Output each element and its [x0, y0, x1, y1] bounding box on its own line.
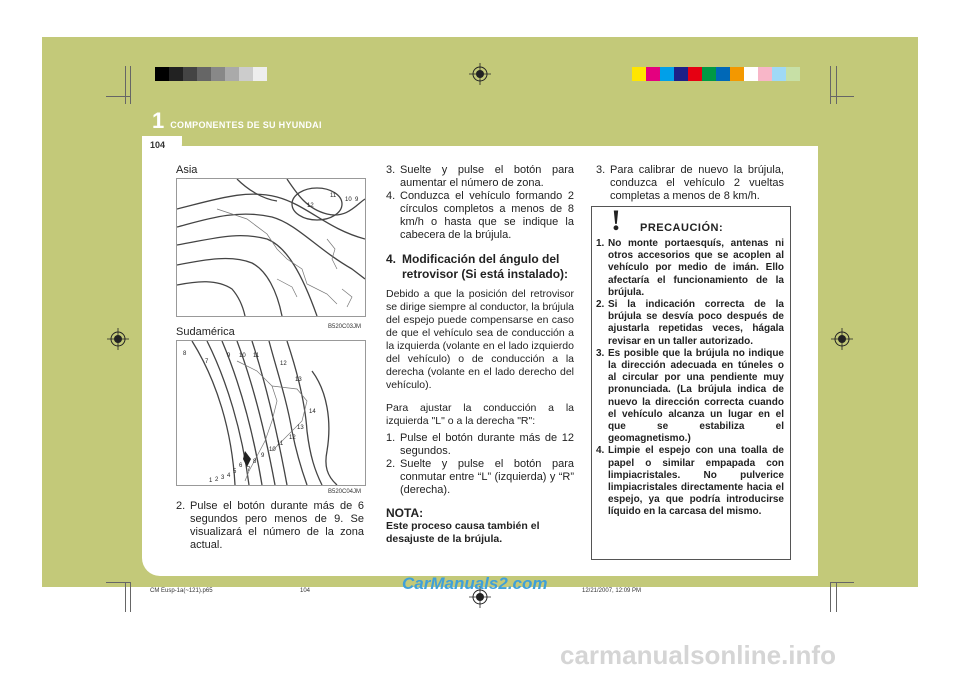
map-zone-label: 14	[309, 409, 316, 415]
caution-item-text: Si la indicación correcta de la brújula se desvía poco después de ajustarla repetidas veces, hágala revisar en un taller autorizado.	[608, 299, 784, 347]
gray-swatch	[225, 67, 239, 81]
warning-exclamation-icon: !	[611, 204, 621, 237]
crop-mark	[830, 96, 854, 97]
list-item-text: Pulse el botón durante más de 6 segundos pero menos de 9. Se visualizará el número de la zona actual.	[190, 500, 364, 551]
color-swatch	[702, 67, 716, 81]
list-item-number: 2.	[176, 500, 186, 512]
site-watermark-link[interactable]: CarManuals2.com	[402, 574, 548, 593]
gray-swatch	[183, 67, 197, 81]
color-swatch	[646, 67, 660, 81]
note-title: NOTA:	[386, 506, 424, 520]
footer-date: 12/21/2007, 12:09 PM	[582, 588, 642, 594]
gray-swatch	[253, 67, 267, 81]
list-item-number: 3.	[596, 164, 606, 176]
caution-item	[596, 299, 784, 348]
map-zone-label: 5	[233, 469, 237, 475]
caution-item-text: Es posible que la brújula no indique la dirección adecuada en túneles o al circular por una pendiente muy pronunciada. (La brújula indica de nuevo la dirección correcta cuando el vehículo alcanza un lugar en el que se estabiliza el geomagnetismo.)	[608, 347, 784, 445]
column-1-text	[176, 500, 364, 552]
paragraph: Para ajustar la conducción a la izquierda "L" o a la derecha "R":	[386, 402, 574, 427]
gray-swatch	[239, 67, 253, 81]
crop-mark	[836, 66, 837, 104]
color-swatch	[730, 67, 744, 81]
caution-item-number: 2.	[596, 299, 605, 311]
list-item	[176, 500, 364, 552]
color-swatch	[772, 67, 786, 81]
list-item-number: 4.	[386, 190, 396, 202]
crop-mark	[830, 66, 831, 104]
crop-mark	[125, 66, 126, 104]
map-zone-label: 10	[345, 197, 352, 203]
color-swatch	[632, 67, 646, 81]
map-zone-label: 12	[307, 203, 314, 209]
map-zone-label: 8	[183, 351, 187, 357]
bottom-watermark: carmanualsonline.info	[560, 640, 836, 670]
map-zone-label: 13	[295, 377, 302, 383]
crop-mark	[106, 582, 130, 583]
south-america-map-image	[176, 340, 366, 486]
color-calibration-bar	[632, 67, 800, 81]
crop-mark	[130, 582, 131, 612]
caution-item-number: 3.	[596, 347, 605, 359]
map-zone-label: 10	[239, 353, 246, 359]
grayscale-calibration-bar	[155, 67, 267, 81]
chapter-number: 1	[152, 108, 165, 133]
paragraph: Debido a que la posición del retrovisor se dirige siempre al conductor, la brújula del espejo puede compensarse en caso de que el vehículo sea de conducción a la izquierda (volante en el lado izquierdo del vehículo) o de conducción a la derecha (volante en el lado derecho del vehículo).	[386, 288, 574, 391]
caution-item	[596, 445, 784, 518]
list-item-number: 1.	[386, 432, 396, 444]
note-text: Este proceso causa también el desajuste de la brújula.	[386, 520, 540, 545]
footer-file-name: CM Eusp-1a(~121).p65	[150, 588, 213, 594]
crop-mark	[836, 582, 837, 612]
list-item-text: Suelte y pulse el botón para aumentar el número de zona.	[400, 164, 574, 189]
chapter-title: COMPONENTES DE SU HYUNDAI	[170, 120, 322, 130]
caution-title: PRECAUCIÓN:	[640, 222, 724, 234]
map-zone-label: 11	[330, 193, 337, 199]
map-zone-label: 7	[247, 467, 251, 473]
page-number: 104	[142, 136, 182, 154]
map-zone-label: 10	[269, 447, 276, 453]
list-item-number: 3.	[386, 164, 396, 176]
registration-mark-icon	[469, 63, 491, 85]
list-item	[386, 432, 574, 458]
list-item-text: Conduzca el vehículo formando 2 círculos completos a menos de 8 km/h o hasta que se indique la cabecera de la brújula.	[400, 190, 574, 241]
color-swatch	[674, 67, 688, 81]
color-swatch	[660, 67, 674, 81]
gray-swatch	[211, 67, 225, 81]
caution-item-text: Limpie el espejo con una toalla de papel o similar empapada con limpiacristales. No pulverice limpiacristales directamente hacia el espejo, ya que podría introducirse líquido en la carcasa del mismo.	[608, 445, 784, 518]
color-swatch	[744, 67, 758, 81]
chapter-header	[152, 108, 322, 134]
caution-list	[596, 238, 784, 519]
map-code-asia: B520C03JM	[328, 324, 362, 330]
gray-swatch	[169, 67, 183, 81]
map-zone-label: 3	[221, 475, 225, 481]
map-caption-asia: Asia	[176, 164, 198, 176]
column-3-text	[596, 164, 784, 203]
list-item-text: Para calibrar de nuevo la brújula, conduzca el vehículo 2 vueltas completas a menos de 8 km/h.	[610, 164, 784, 202]
map-zone-label: 2	[215, 477, 219, 483]
map-zone-label: 12	[280, 361, 287, 367]
registration-mark-icon	[107, 328, 129, 350]
gray-swatch	[155, 67, 169, 81]
crop-mark	[106, 96, 130, 97]
list-item	[596, 164, 784, 203]
map-zone-label: 9	[355, 197, 359, 203]
column-2-text	[386, 164, 574, 546]
crop-mark	[830, 582, 854, 583]
map-zone-label: 11	[277, 441, 284, 447]
footer-page: 104	[300, 588, 311, 594]
caution-item	[596, 348, 784, 446]
map-zone-label: 9	[227, 353, 231, 359]
crop-mark	[130, 66, 131, 104]
asia-map-image	[176, 178, 366, 317]
caution-item-number: 1.	[596, 238, 605, 249]
map-zone-label: 7	[205, 359, 209, 365]
list-item	[386, 190, 574, 242]
map-code-south-america: B520C04JM	[328, 489, 362, 495]
map-caption-south-america: Sudamérica	[176, 326, 235, 338]
gray-swatch	[197, 67, 211, 81]
color-swatch	[758, 67, 772, 81]
map-zone-label: 11	[253, 353, 260, 359]
map-zone-label: 6	[239, 463, 243, 469]
map-zone-label: 9	[261, 453, 265, 459]
map-zone-label: 12	[289, 435, 296, 441]
list-item-number: 2.	[386, 458, 396, 470]
crop-mark	[125, 582, 126, 612]
registration-mark-icon	[831, 328, 853, 350]
list-item-text: Suelte y pulse el botón para conmutar entre “L” (izquierda) y “R” (derecha).	[400, 458, 574, 496]
map-zone-label: 4	[227, 473, 231, 479]
caution-item-number: 4.	[596, 445, 605, 457]
section-number: 4.	[386, 252, 397, 266]
list-item	[386, 164, 574, 190]
map-zone-label: 1	[209, 478, 213, 484]
section-title: Modificación del ángulo del retrovisor (Si está instalado):	[402, 252, 569, 281]
map-zone-label: 8	[253, 459, 257, 465]
crop-mark	[830, 582, 831, 612]
list-item	[386, 458, 574, 497]
map-zone-label: 13	[297, 425, 304, 431]
caution-item-text: No monte portaesquís, antenas ni otros accesorios que se acoplen al vehículo por medio de imán. Ello afectaría el funcionamiento de la brújula.	[608, 238, 784, 298]
color-swatch	[688, 67, 702, 81]
caution-item	[596, 238, 784, 299]
section-heading	[386, 252, 574, 282]
color-swatch	[716, 67, 730, 81]
color-swatch	[786, 67, 800, 81]
list-item-text: Pulse el botón durante más de 12 segundos.	[400, 432, 574, 457]
